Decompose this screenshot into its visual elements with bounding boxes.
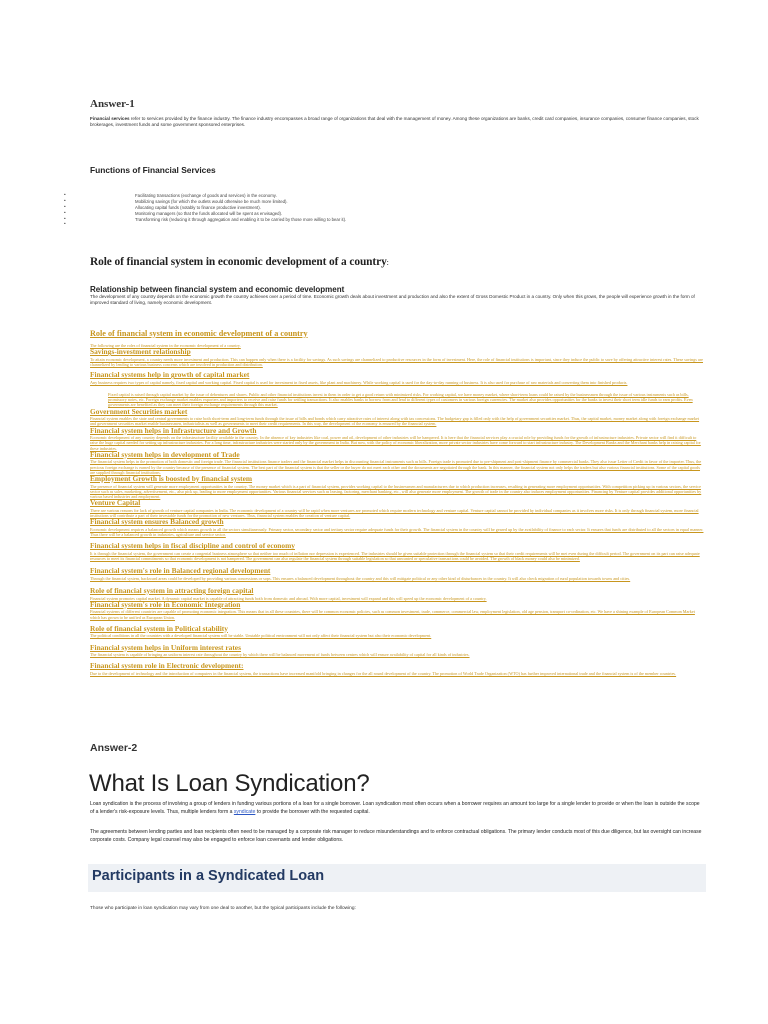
section-text[interactable]: The financial system helps in the promotion of both domestic and foreign trade. The financial institutions finance traders and the financial market helps in discounting financial instruments such as bills. Foreign trade is promoted due to pre-shipment and post-shipment finance by commercial banks. They also issue Letter of Credit in favor of the importer. Thus, the precious foreign exchange is earned by the country because of the presence of financial system. The best part of the financial system is that the seller or the buyer do not meet each other and the documents are negotiated through the bank. In this manner, the financial system not only helps the traders but also various financial institutions. Some of the capital goods are supplied through financial institutions. — [90, 459, 702, 475]
section-text[interactable]: Through the financial system, backward areas could be developed by providing various concessions or sops. This ensures a balanced development throughout the country and this will mitigate political or any other kind of disturbances in the country. It will also check migration of rural population towards towns and cities. — [90, 575, 631, 581]
section-text[interactable]: Financial system promotes capital market. A dynamic capital market is capable of attracting funds both from domestic and abroad. With more capital, investment will expand and this will speed up the economic development of a country. — [90, 595, 487, 601]
relationship-heading: Relationship between financial system and economic development — [90, 285, 345, 294]
list-item: • Monitoring managers (so that the funds allocated will be spent as envisaged). — [64, 211, 624, 217]
syndicate-link[interactable]: syndicate — [233, 808, 256, 815]
section-text[interactable]: The presence of financial system will generate more employment opportunities in the country. The money market which is a part of financial system, provides working capital to the businessmen and manufacturers due to which production increases, resulting in generating more employment opportunities. With competition picking up in various sectors, the service sector such as sales, marketing, advertisement, etc., also pick up, leading to more employment opportunities. Various financial services such as leasing, factoring, merchant banking, etc., will also generate more employment. The growth of trade in the country also induces employment opportunities. Financing by Venture capital provides additional opportunities by various based industries and employment. — [90, 483, 702, 499]
section-heading[interactable]: Financial system ensures Balanced growth — [90, 517, 224, 527]
section-text[interactable]: Financial systems of different countries are capable of promoting economic integration. This means that in all these countries, there will be common economic policies, such as common investment, trade, commerce, commercial law, employment legislation, old age pension, transport co-ordination, etc. We have a shining example of European Common Market which has grown to be unified as European Union. — [90, 609, 695, 620]
list-item: • Facilitating transactions (exchange of goods and services) in the economy. — [64, 193, 624, 199]
answer2-label: Answer-2 — [90, 742, 138, 754]
section-text[interactable]: Economic development requires a balanced growth which means growth in all the sectors simultaneously. Primary sector, secondary sector and tertiary sector require adequate funds for their growth. The financial system in the country will be geared up by the availability of finance to each sector. It ensures that funds are distributed to all the sectors in equal manner. Thus there will be a balanced growth in industries, agriculture and service sector. — [90, 526, 704, 537]
relationship-paragraph: The development of any country depends on the economic growth the country achieves over a period of time. Economic growth deals about investment and production and also the extent of Gross Domestic Product in a country. Only when this grows, the people will experience growth in the form of improved standard of living, namely economic development. — [90, 294, 695, 305]
section-heading[interactable]: Government Securities market — [90, 406, 188, 416]
section-text[interactable]: Fixed capital is raised through capital market by the issue of debentures and shares. Public and other financial institutions invest in them in order to get a good return with minimized risks. For working capital, we have money market, where short-term loans could be raised by the businessmen through the issue of various instruments such as bills, promissory notes, etc. Foreign exchange market enables exporters and importers to receive and raise funds for settling transactions. It also enables banks to borrow from and lend to different types of customers in various foreign currencies. The market also provides opportunities for the banks to invest their short term idle funds to earn profits. Even governments are benefited as they can meet their foreign exchange requirements through this market. — [108, 391, 693, 408]
section-heading[interactable]: Financial systems help in growth of capital market — [90, 370, 250, 380]
section-heading[interactable]: Role of financial system in economic development of a country — [90, 328, 308, 338]
section-heading[interactable]: Financial system helps in development of Trade — [90, 449, 240, 459]
intro-text: refer to services provided by the finance industry. The finance industry encompasses a broad range of organizations that deal with the management of money. Among these organizations are banks, credit card companies, insurance companies, consumer finance companies, stock brokerages, investment funds and some government sponsored enterprises. — [90, 116, 699, 127]
functions-list — [64, 193, 624, 228]
participants-title: Participants in a Syndicated Loan — [92, 868, 325, 884]
loan-p1-text: Loan syndication is the process of involving a group of lenders in funding various portions of a loan for a single borrower. Loan syndication most often occurs when a borrower requires an amount too large for a single lender to provide or when the loan is outside the scope of a lender's risk-exposure levels. Thus, multiple lenders form a — [90, 801, 700, 815]
participants-paragraph: Those who participate in loan syndication may vary from one deal to another, but the typical participants include the following: — [90, 906, 356, 911]
section-text[interactable]: Due to the development of technology and the introduction of computers in the financial system, the transactions have increased manifold bringing in changes for the all round development of the country. The promotion of World Trade Organization (WTO) has further improved international trade and the financial system is of the member countries. — [90, 670, 677, 676]
section-text[interactable]: It is through the financial system, the government can create a congenial business atmosphere so that neither too much of inflation nor depression is experienced. The industries should be given suitable protection through the financial system so that their credit requirements will be met even during the difficult period. The government on its part can raise adequate resources to meet its financial commitments so that economic development is not hampered. The government can also regulate the financial system through suitable legislation so that unwanted or speculative transactions could be avoided. The growth of black money could also be minimized. — [90, 550, 700, 561]
section-text[interactable]: The following are the roles of financial system in the economic development of a country. — [90, 342, 241, 348]
section-heading[interactable]: Financial system's role in Balanced regional development — [90, 566, 271, 576]
list-item — [64, 222, 624, 228]
section-text[interactable]: The political conditions in all the countries with a developed financial system will be stable. Unstable political environment will not only affect their financial system but also their economic development. — [90, 633, 432, 639]
list-item: • Transforming risk (reducing it through aggregation and enabling it to be carried by those more willing to bear it). — [64, 217, 624, 223]
section-heading[interactable]: Role of financial system in attracting foreign capital — [90, 585, 254, 595]
loan-syndication-title: What Is Loan Syndication? — [89, 770, 370, 797]
section-heading[interactable]: Role of financial system in Political stability — [90, 623, 228, 633]
list-item: • Mobilizing savings (for which the outlets would otherwise be much more limited). — [64, 199, 624, 205]
intro-bold: Financial services — [90, 116, 130, 121]
loan-p1-text-end: to provide the borrower with the requested capital. — [255, 808, 370, 815]
functions-heading: Functions of Financial Services — [90, 165, 216, 175]
answer1-label: Answer-1 — [90, 98, 135, 110]
section-heading[interactable]: Venture Capital — [90, 498, 141, 508]
section-heading[interactable]: Financial system role in Electronic development: — [90, 661, 244, 671]
section-heading[interactable]: Financial system's role in Economic Integration — [90, 599, 241, 609]
section-text[interactable]: Any business requires two types of capital namely, fixed capital and working capital. Fixed capital is used for investment in fixed assets, like plant and machinery. While working capital is used for the day-to-day running of business. It is also used for purchase of raw materials and converting them into finished products. — [90, 379, 628, 385]
section-text[interactable]: To attain economic development, a country needs more investment and production. This can happen only when there is a facility for savings. As such savings are channelized to productive resources in the form of investment. Here, the role of financial institutions is important, since they induce the public to save by offering attractive interest rates. These savings are channelized by lending to various business concerns which are involved in production and distribution. — [90, 356, 703, 367]
section-heading[interactable]: Financial system helps in Uniform interest rates — [90, 642, 241, 652]
financial-system-roles-block — [90, 320, 704, 676]
section-heading[interactable]: Financial system helps in fiscal discipline and control of economy — [90, 541, 295, 551]
section-heading[interactable]: Savings-investment relationship — [90, 347, 191, 357]
loan-paragraph-1 — [90, 801, 705, 816]
section-text[interactable]: Financial system enables the state and central governments to raise both short-term and long-term funds through the issue of bills and bonds which carry attractive rates of interest along with tax concessions. The budgetary gap is filled only with the help of government securities market. Thus, the capital market, money market along with foreign exchange market and government securities market enable businessmen, industrialists as well as governments to meet their credit requirements. In this way, the development of the economy is ensured by the financial system. — [90, 416, 700, 427]
role-title — [90, 256, 389, 268]
role-title-suffix: : — [386, 258, 389, 267]
financial-services-intro — [90, 116, 705, 127]
section-heading[interactable]: Employment Growth is boosted by financial system — [90, 473, 253, 483]
section-text[interactable]: The financial system is capable of bringing an uniform interest rate throughout the country by which there will be balanced movement of funds between centres which will ensure availability of capital for all kinds of industries. — [90, 652, 470, 658]
list-item: • Allocating capital funds (notably to finance productive investment). — [64, 205, 624, 211]
loan-paragraph-2: The agreements between lending parties and loan recipients often need to be managed by a corporate risk manager to reduce misunderstandings and to enforce contractual obligations. The primary lender conducts most of this due diligence, but lax oversight can increase corporate costs. Company legal counsel may also be engaged to enforce loan covenants and lender obligations. — [90, 829, 702, 843]
section-heading[interactable]: Financial system helps in Infrastructure and Growth — [90, 425, 257, 435]
section-text[interactable]: There are various reasons for lack of growth of venture capital companies in India. The economic development of a country will be rapid when more ventures are promoted which require modern technology and venture capital. Venture capital cannot be provided by individual companies as it involves more risks. It is only through financial system, more financial institutions will contribute a part of their investable funds for the promotion of new ventures. Thus, financial system enables the creation of venture capital. — [90, 507, 699, 518]
role-title-text: Role of financial system in economic development of a country — [90, 256, 387, 268]
section-text[interactable]: Economic development of any country depends on the infrastructure facility available in the country. In the absence of key industries like coal, power and oil, development of other industries will be hampered. It is here that the financial services play a crucial role by providing funds for the growth of infrastructure industries. Private sector will find it difficult to raise the huge capital needed for setting up infrastructure industries. For a long time, infrastructure industries were started only by the government in India. But now, with the policy of economic liberalization, more private sector industries have come forward to start infrastructure industry. The Development Banks and the Merchant banks help in raising capital for these industries. — [90, 435, 701, 451]
